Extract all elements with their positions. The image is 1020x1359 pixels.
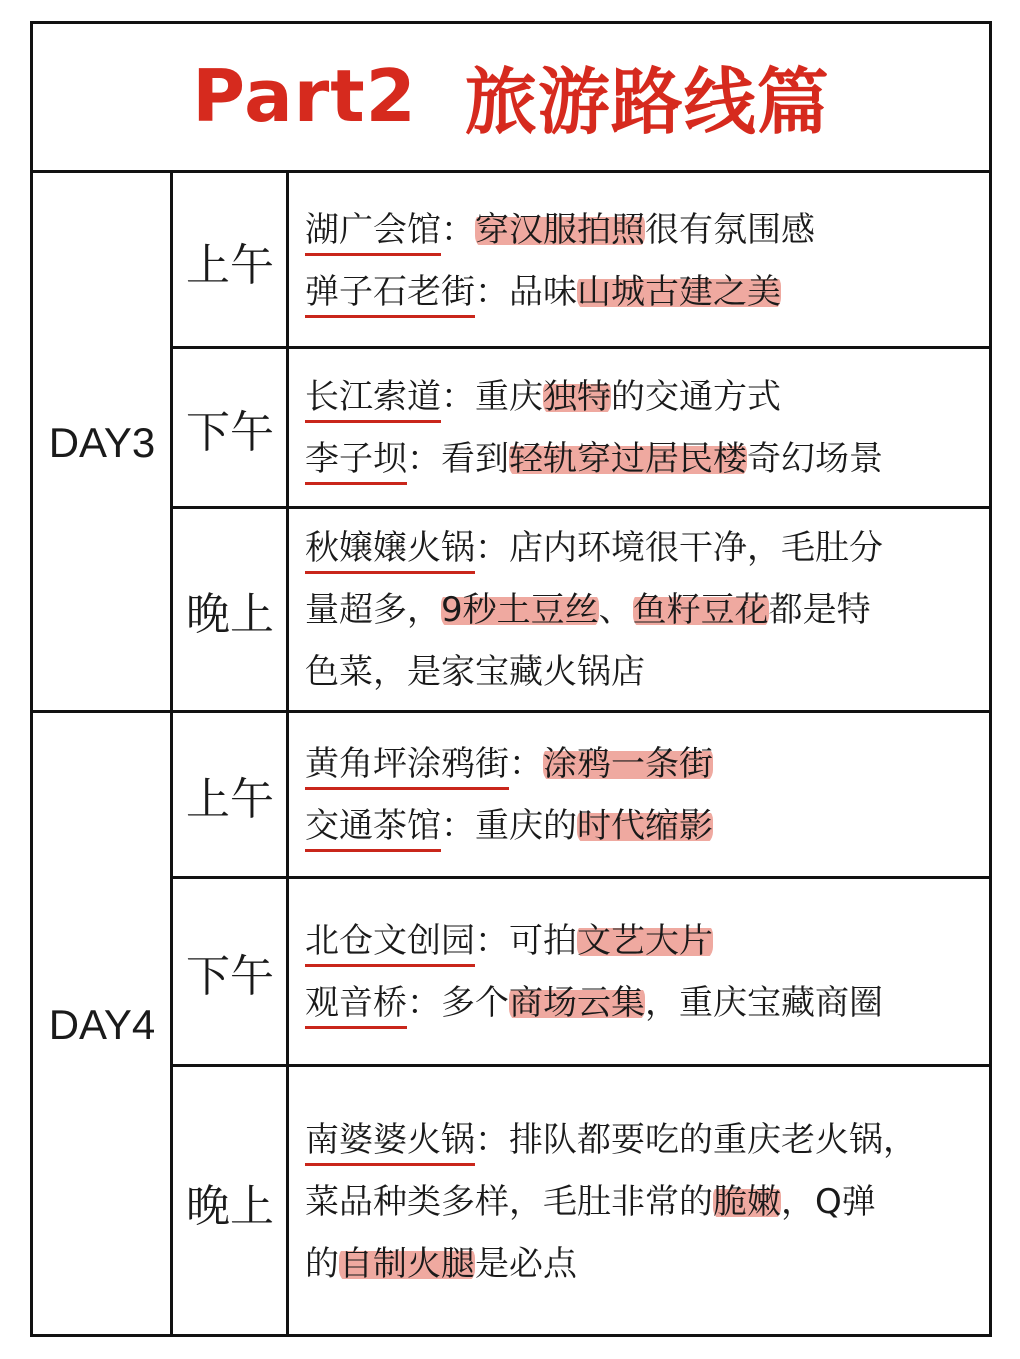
activity-cell — [289, 176, 989, 346]
period-label: 上午 — [186, 773, 274, 825]
description-text: 奇幻场景 — [747, 438, 883, 479]
activity-cell — [289, 509, 989, 710]
place-name: 弹子石老街 — [305, 272, 475, 312]
description-text: ：店内环境很干净，毛肚分 — [475, 527, 883, 568]
period-label: 上午 — [186, 240, 274, 291]
activity-line — [305, 366, 989, 428]
activity-line — [305, 1171, 989, 1233]
place-name: 观音桥 — [305, 982, 407, 1023]
place-name: 黄角坪涂鸦街 — [305, 743, 509, 784]
activity-line — [305, 1233, 989, 1295]
description-text: ：重庆 — [441, 376, 543, 417]
description-text: ，重庆宝藏商圈 — [645, 982, 883, 1023]
description-text: 的 — [305, 1244, 339, 1284]
highlight-text: 9秒土豆丝 — [441, 589, 599, 630]
activity-line — [305, 579, 989, 641]
activity-line — [305, 261, 989, 323]
activity-cell — [289, 713, 989, 876]
title-part: Part2 — [192, 53, 417, 138]
description-text: 色菜，是家宝藏火锅店 — [305, 651, 645, 692]
place-name: 北仓文创园 — [305, 920, 475, 961]
place-name: 李子坝 — [305, 438, 407, 479]
description-text: ：品味 — [475, 272, 577, 312]
place-name: 长江索道 — [305, 376, 441, 417]
description-text: ： — [509, 743, 543, 784]
highlight-text: 涂鸦一条街 — [543, 743, 713, 784]
activity-line — [305, 972, 989, 1034]
place-name: 交通茶馆 — [305, 805, 441, 846]
period-label: 晚上 — [186, 1181, 274, 1232]
description-text: 是必点 — [475, 1244, 577, 1284]
highlight-text: 时代缩影 — [577, 805, 713, 846]
description-text: ：排队都要吃的重庆老火锅， — [475, 1120, 917, 1160]
activity-line — [305, 1109, 989, 1171]
description-text: 、 — [598, 589, 633, 630]
description-text: ： — [441, 210, 475, 250]
highlight-text: 轻轨穿过居民楼 — [509, 438, 747, 479]
period-label: 下午 — [186, 406, 274, 458]
highlight-text: 商场云集 — [509, 982, 645, 1023]
description-text: 都是特 — [768, 589, 871, 630]
highlight-text: 山城古建之美 — [577, 272, 781, 312]
description-text: ：重庆的 — [441, 805, 577, 846]
activity-line — [305, 199, 989, 261]
highlight-text: 穿汉服拍照 — [475, 210, 645, 250]
highlight-text: 文艺大片 — [577, 920, 713, 961]
activity-line — [305, 428, 989, 490]
place-name: 秋嬢嬢火锅 — [305, 527, 475, 568]
description-text: 很有氛围感 — [645, 210, 815, 250]
period-label: 晚上 — [186, 588, 274, 640]
description-text: 菜品种类多样，毛肚非常的 — [305, 1182, 713, 1222]
activity-cell — [289, 1067, 989, 1337]
place-name: 湖广会馆 — [305, 210, 441, 250]
description-text: ，Q弹 — [781, 1182, 876, 1222]
activity-line — [305, 517, 989, 579]
day-label: DAY3 — [48, 419, 156, 466]
highlight-text: 自制火腿 — [339, 1244, 475, 1284]
title-name: 旅游路线篇 — [464, 59, 830, 144]
activity-cell — [289, 349, 989, 506]
highlight-text: 鱼籽豆花 — [632, 589, 769, 630]
activity-line — [305, 795, 989, 857]
highlight-text: 脆嫩 — [713, 1182, 781, 1222]
day-label: DAY4 — [48, 1001, 156, 1048]
page-title — [30, 21, 992, 173]
activity-line — [305, 641, 989, 703]
description-text: 量超多， — [305, 589, 441, 630]
description-text: ：多个 — [407, 982, 509, 1023]
activity-line — [305, 910, 989, 972]
period-label: 下午 — [186, 950, 274, 1002]
activity-line — [305, 733, 989, 795]
place-name: 南婆婆火锅 — [305, 1120, 475, 1160]
description-text: 的交通方式 — [611, 376, 781, 417]
description-text: ：看到 — [407, 438, 509, 479]
activity-cell — [289, 879, 989, 1064]
highlight-text: 独特 — [543, 376, 611, 417]
description-text: ：可拍 — [475, 920, 577, 961]
